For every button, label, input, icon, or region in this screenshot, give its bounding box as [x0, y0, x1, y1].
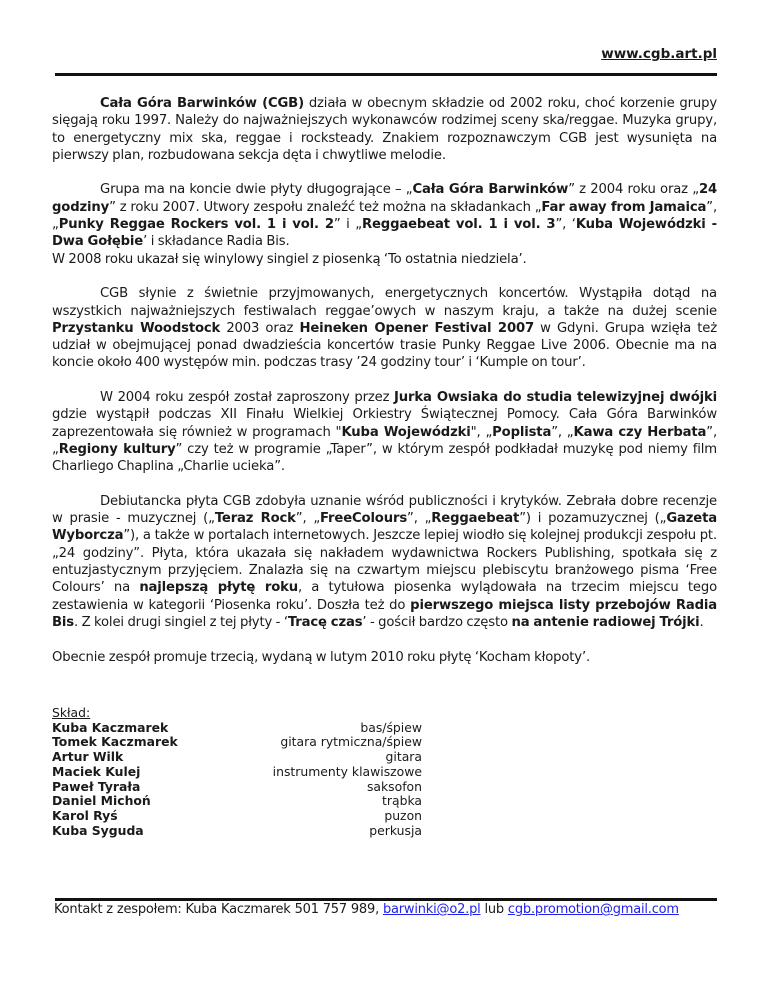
member-role: puzon	[384, 807, 422, 823]
member-role: instrumenty klawiszowe	[272, 763, 422, 779]
compilation-title: Reggaebeat vol. 1 i vol. 3	[361, 217, 556, 233]
roster-row	[52, 735, 422, 750]
roster-row	[52, 809, 422, 824]
text: ” i „	[333, 217, 362, 233]
text: ” czy też w programie „Taper”, w którym zespół podkładał muzykę pod niemy film Charliego Chaplina „Charlie ucieka”.	[52, 441, 717, 475]
text: ”, „	[407, 511, 432, 527]
press-name: Teraz Rock	[214, 511, 296, 527]
highlight: na antenie radiowej Trójki	[511, 614, 700, 630]
roster-row	[52, 780, 422, 795]
text: w Gdyni. Grupa wzięła też udział w obejmującej ponad dwadzieścia koncertów trasie Punky Reggae Live 2006. Obecnie ma na koncie około 400 występów min. podczas trasy ’24 godziny tour’ i ‘Kumple on tour’.	[52, 320, 717, 371]
text: ”, „	[52, 199, 717, 233]
footer-divider	[55, 898, 717, 901]
text: 2003 oraz	[220, 320, 300, 336]
roster-row	[52, 824, 422, 839]
text: gdzie wystąpił podczas XII Finału Wielkiej Orkiestry Świątecznej Pomocy. Cała Góra Barwinków zaprezentowała się również w programach "	[52, 407, 717, 440]
member-name: Maciek Kulej	[52, 763, 141, 779]
member-name: Artur Wilk	[52, 749, 124, 765]
document-body	[52, 95, 717, 683]
press-name: FreeColours	[320, 511, 408, 527]
album-title: 24 godziny	[52, 182, 718, 215]
festival-name: Heineken Opener Festival 2007	[299, 320, 535, 336]
band-roster	[52, 706, 422, 838]
member-name: Tomek Kaczmarek	[52, 734, 178, 750]
text: działa w obecnym składzie od 2002 roku, choć korzenie grupy sięgają roku 1997. Należy do najważniejszych wykonawców rodzimej sceny ska/reggae. Muzyka grupy, to energetyczny mix ska, reggae i rocksteady. Znakiem rozpoznawczym CGB jest wysunięta na pierwszy plan, rozbudowana sekcja dęta i chwytliwe melodie.	[52, 96, 717, 163]
roster-row	[52, 721, 422, 736]
member-role: gitara	[385, 749, 422, 765]
text: ”, „	[52, 424, 718, 457]
text: ”, ‘	[555, 217, 576, 233]
paragraph-current-album	[52, 649, 717, 666]
member-name: Kuba Syguda	[52, 822, 144, 838]
site-url-link[interactable]: www.cgb.art.pl	[601, 46, 717, 62]
text: , a tytułowa piosenka wylądowała na trzecim miejscu tego zestawienia w kategorii ‘Piosenka roku’. Doszła też do	[52, 580, 718, 613]
email-link-barwinki[interactable]: barwinki@o2.pl	[382, 902, 481, 917]
header-divider	[55, 73, 717, 76]
text: CGB słynie z świetnie przyjmowanych, energetycznych koncertów. Wystąpiła dotąd na wszystkich najważniejszych festiwalach reggae’owych w naszym kraju, a także na dużej scenie	[52, 286, 717, 319]
email-link-promotion[interactable]: cgb.promotion@gmail.com	[507, 902, 679, 917]
highlight: najlepszą płytę roku	[139, 580, 298, 596]
paragraph-tv-appearances	[52, 389, 717, 475]
text: Obecnie zespół promuje trzecią, wydaną w lutym 2010 roku płytę ‘Kocham kłopoty’.	[52, 649, 591, 665]
text: ”, „	[551, 424, 574, 440]
text: ”, „	[295, 511, 321, 527]
text: ”), a także w portalach internetowych. Jeszcze lepiej wiodło się kolejnej produkcji zespołu pt. „24 godziny”. Płyta, która ukazała się nakładem wydawnictwa Rockers Publishing, spotkała się z entuzjastycznym przyjęciem. Znalazła się na czwartym miejscu plebiscytu branżowego pisma ‘Free Colours’ na	[52, 528, 717, 596]
text: ’ i składance Radia Bis.	[143, 234, 290, 250]
song-title: Tracę czas	[287, 614, 363, 630]
compilation-title: Far away from Jamaica	[541, 199, 707, 215]
compilation-title: Kuba Wojewódzki - Dwa Gołębie	[52, 217, 717, 250]
member-name: Daniel Michoń	[52, 793, 151, 809]
text: . Z kolei drugi singiel z tej płyty - ‘	[73, 614, 288, 630]
tv-program: Kawa czy Herbata	[573, 424, 707, 440]
album-title: Cała Góra Barwinków	[412, 182, 569, 198]
member-name: Paweł Tyrała	[52, 778, 141, 794]
member-role: perkusja	[369, 822, 422, 838]
member-role: bas/śpiew	[360, 719, 422, 735]
member-name: Karol Ryś	[52, 807, 118, 823]
compilation-title: Punky Reggae Rockers vol. 1 i vol. 2	[58, 217, 334, 233]
tv-program: Poplista	[492, 424, 552, 440]
text: ’ - gościł bardzo często	[362, 614, 512, 630]
member-role: saksofon	[366, 778, 422, 794]
tv-program: Regiony kultury	[58, 441, 176, 457]
highlight: pierwszego miejsca listy przebojów Radia Bis	[52, 597, 718, 630]
roster-row	[52, 750, 422, 765]
text: ”) i pozamuzycznej („	[519, 511, 667, 527]
roster-row	[52, 794, 422, 809]
contact-footer	[54, 902, 679, 918]
member-role: gitara rytmiczna/śpiew	[280, 734, 422, 750]
text: ” z 2004 roku oraz „	[568, 182, 699, 198]
paragraph-vinyl-single	[52, 251, 717, 268]
festival-name: Przystanku Woodstock	[52, 320, 221, 336]
text: W 2004 roku zespół został zaproszony przez	[100, 390, 395, 406]
text: .	[699, 614, 704, 630]
press-name: Gazeta Wyborcza	[52, 511, 717, 544]
member-name: Kuba Kaczmarek	[52, 719, 169, 735]
roster-row	[52, 765, 422, 780]
roster-title: Skład:	[52, 705, 91, 720]
text: Grupa ma na koncie dwie płyty długogrające – „	[100, 182, 413, 198]
tv-program: Kuba Wojewódzki	[341, 424, 471, 440]
contact-text: lub	[480, 902, 508, 917]
paragraph-discography	[52, 181, 717, 250]
highlight: Jurka Owsiaka do studia telewizyjnej dwójki	[394, 390, 717, 406]
paragraph-reception	[52, 493, 717, 631]
text: W 2008 roku ukazał się winylowy singiel z piosenką ‘To ostatnia niedziela’.	[52, 251, 527, 267]
paragraph-concerts	[52, 285, 717, 371]
contact-text: Kontakt z zespołem: Kuba Kaczmarek 501 757 989,	[54, 902, 383, 917]
text: ", „	[470, 424, 493, 440]
text: ” z roku 2007. Utwory zespołu znaleźć też można na składankach „	[109, 199, 542, 215]
paragraph-intro	[52, 95, 717, 164]
press-name: Reggaebeat	[431, 511, 520, 527]
text: Debiutancka płyta CGB zdobyła uznanie wśród publiczności i krytyków. Zebrała dobre recenzje w prasie - muzycznej („	[52, 493, 717, 527]
band-name: Cała Góra Barwinków (CGB)	[100, 96, 304, 111]
member-role: trąbka	[382, 793, 422, 809]
